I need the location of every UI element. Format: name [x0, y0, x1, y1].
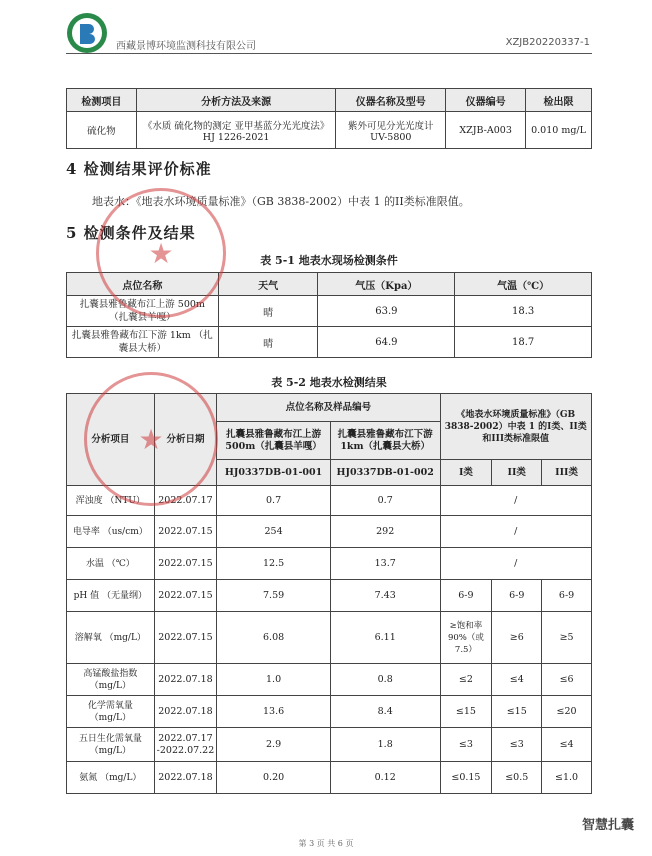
analysis-date: 2022.07.18 [154, 664, 217, 696]
value-site-1: 0.20 [217, 762, 331, 794]
method-item: 硫化物 [67, 112, 137, 149]
t52-header-standard: 《地表水环境质量标准》（GB 3838-2002）中表 1 的I类、II类和III类标准限值 [440, 394, 592, 460]
method-header-instrument: 仪器名称及型号 [336, 89, 446, 112]
value-site-1: 12.5 [217, 548, 331, 580]
table-row [67, 696, 592, 728]
parameter: 溶解氧 （mg/L） [67, 612, 155, 664]
limit-class-2: ≤0.5 [492, 762, 542, 794]
analysis-date: 2022.07.17 [154, 486, 217, 516]
value-site-1: 1.0 [217, 664, 331, 696]
standard-limit: / [440, 516, 592, 548]
value-site-2: 0.7 [330, 486, 440, 516]
table-row [67, 548, 592, 580]
table-row [67, 327, 592, 358]
limit-class-1: ≤2 [440, 664, 492, 696]
company-logo-icon [66, 12, 108, 54]
method-header-item: 检测项目 [67, 89, 137, 112]
t51-temp: 18.7 [455, 327, 592, 358]
method-table [66, 88, 592, 149]
t51-location: 扎囊县雅鲁藏布江下游 1km （扎囊县大桥） [67, 327, 219, 358]
table-row [67, 580, 592, 612]
t51-header-temp: 气温（℃） [455, 273, 592, 296]
parameter: 水温 （℃） [67, 548, 155, 580]
value-site-2: 0.12 [330, 762, 440, 794]
table-row [67, 664, 592, 696]
value-site-1: 2.9 [217, 728, 331, 762]
limit-class-2: 6-9 [492, 580, 542, 612]
limit-class-1: ≤15 [440, 696, 492, 728]
limit-class-3: ≥5 [542, 612, 592, 664]
analysis-date: 2022.07.18 [154, 762, 217, 794]
limit-class-3: ≤1.0 [542, 762, 592, 794]
t52-sample-code-2: HJ0337DB-01-002 [330, 460, 440, 486]
section-4-title: 4 检测结果评价标准 [66, 160, 212, 178]
t51-location: 扎囊县雅鲁藏布江上游 500m （扎囊县羊嘎） [67, 296, 219, 327]
limit-class-2: ≤3 [492, 728, 542, 762]
t51-header-pressure: 气压（Kpa） [318, 273, 455, 296]
t52-location-1: 扎囊县雅鲁藏布江上游 500m（扎囊县羊嘎） [217, 422, 331, 460]
value-site-2: 8.4 [330, 696, 440, 728]
value-site-2: 7.43 [330, 580, 440, 612]
t52-header-item: 分析项目 [67, 394, 155, 486]
table-row [67, 612, 592, 664]
value-site-1: 254 [217, 516, 331, 548]
t51-temp: 18.3 [455, 296, 592, 327]
section-5-title: 5 检测条件及结果 [66, 224, 196, 242]
method-instrument: 紫外可见分光光度计 UV-5800 [336, 112, 446, 149]
analysis-date: 2022.07.17 -2022.07.22 [154, 728, 217, 762]
t52-class-2: II类 [492, 460, 542, 486]
red-seal-stamp-icon: ★ [96, 188, 226, 318]
limit-class-3: ≤20 [542, 696, 592, 728]
t51-header-location: 点位名称 [67, 273, 219, 296]
t51-weather: 晴 [218, 327, 318, 358]
value-site-2: 13.7 [330, 548, 440, 580]
value-site-1: 13.6 [217, 696, 331, 728]
parameter: 浑浊度 （NTU） [67, 486, 155, 516]
limit-class-3: 6-9 [542, 580, 592, 612]
method-source: 《水质 硫化物的测定 亚甲基蓝分光光度法》HJ 1226-2021 [136, 112, 336, 149]
table-5-1-caption: 表 5-1 地表水现场检测条件 [260, 254, 398, 267]
page-header [0, 0, 652, 60]
standard-limit: / [440, 548, 592, 580]
t52-header-location: 点位名称及样品编号 [217, 394, 440, 422]
t52-class-1: I类 [440, 460, 492, 486]
method-header-method: 分析方法及来源 [136, 89, 336, 112]
parameter: 电导率 （us/cm） [67, 516, 155, 548]
value-site-2: 6.11 [330, 612, 440, 664]
red-seal-stamp-icon: ★ [84, 372, 218, 506]
t52-class-3: III类 [542, 460, 592, 486]
analysis-date: 2022.07.15 [154, 580, 217, 612]
value-site-1: 6.08 [217, 612, 331, 664]
table-row [67, 516, 592, 548]
page-number: 第 3 页 共 6 页 [298, 839, 354, 848]
method-limit: 0.010 mg/L [526, 112, 592, 149]
company-name: 西藏景博环境监测科技有限公司 [116, 41, 256, 52]
parameter: 化学需氧量 （mg/L） [67, 696, 155, 728]
table-5-2-caption: 表 5-2 地表水检测结果 [271, 376, 387, 389]
header-divider [66, 53, 592, 54]
value-site-2: 0.8 [330, 664, 440, 696]
analysis-date: 2022.07.15 [154, 548, 217, 580]
analysis-date: 2022.07.15 [154, 516, 217, 548]
table-row [67, 762, 592, 794]
method-header-instrument-no: 仪器编号 [446, 89, 526, 112]
table-row [67, 112, 592, 149]
section-4-text: 地表水：《地表水环境质量标准》（GB 3838-2002）中表 1 的II类标准限值。 [92, 195, 470, 208]
limit-class-2: ≤4 [492, 664, 542, 696]
t51-weather: 晴 [218, 296, 318, 327]
parameter: 五日生化需氧量 （mg/L） [67, 728, 155, 762]
value-site-1: 7.59 [217, 580, 331, 612]
method-header-limit: 检出限 [526, 89, 592, 112]
limit-class-3: ≤4 [542, 728, 592, 762]
t52-header-date: 分析日期 [154, 394, 217, 486]
analysis-date: 2022.07.15 [154, 612, 217, 664]
wechat-watermark: 智慧扎囊 [581, 818, 634, 833]
standard-limit: / [440, 486, 592, 516]
t52-location-2: 扎囊县雅鲁藏布江下游 1km（扎囊县大桥） [330, 422, 440, 460]
parameter: 高锰酸盐指数 （mg/L） [67, 664, 155, 696]
value-site-1: 0.7 [217, 486, 331, 516]
limit-class-2: ≥6 [492, 612, 542, 664]
value-site-2: 1.8 [330, 728, 440, 762]
method-instrument-no: XZJB-A003 [446, 112, 526, 149]
t51-pressure: 64.9 [318, 327, 455, 358]
limit-class-2: ≤15 [492, 696, 542, 728]
limit-class-1: ≥饱和率 90%（或 7.5） [440, 612, 492, 664]
table-row [67, 728, 592, 762]
t52-sample-code-1: HJ0337DB-01-001 [217, 460, 331, 486]
limit-class-1: ≤0.15 [440, 762, 492, 794]
t51-header-weather: 天气 [218, 273, 318, 296]
document-number: XZJB20220337-1 [505, 37, 590, 48]
analysis-date: 2022.07.18 [154, 696, 217, 728]
limit-class-1: ≤3 [440, 728, 492, 762]
parameter: pH 值 （无量纲） [67, 580, 155, 612]
limit-class-1: 6-9 [440, 580, 492, 612]
parameter: 氨氮 （mg/L） [67, 762, 155, 794]
limit-class-3: ≤6 [542, 664, 592, 696]
value-site-2: 292 [330, 516, 440, 548]
t51-pressure: 63.9 [318, 296, 455, 327]
